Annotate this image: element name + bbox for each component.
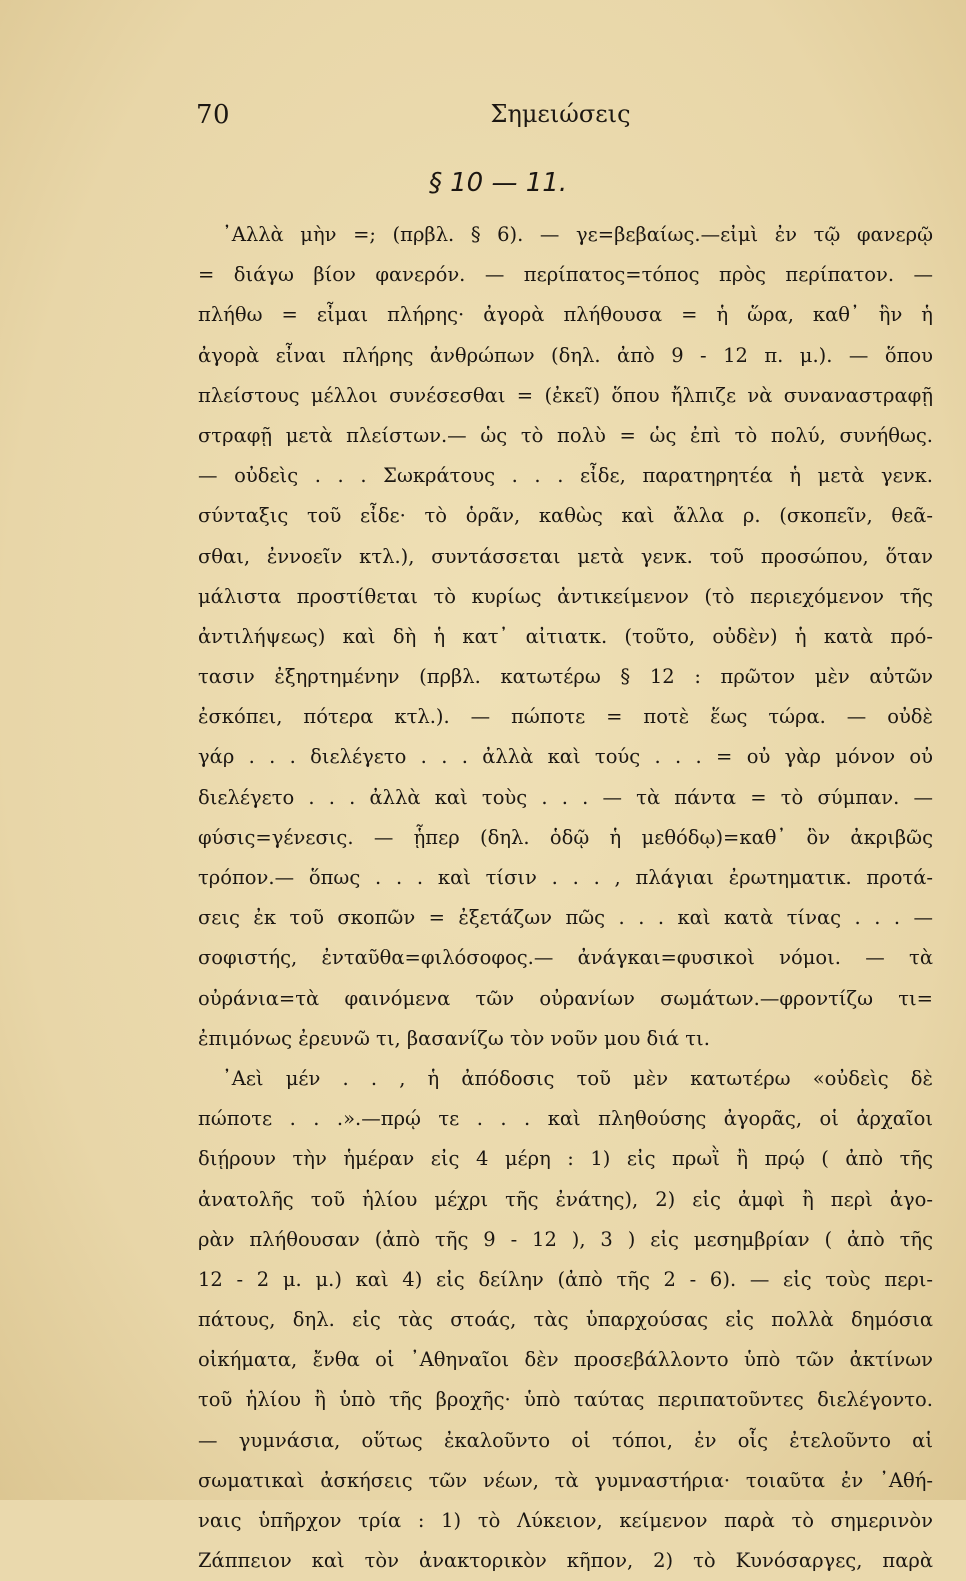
page-number: 70 <box>196 100 231 130</box>
notes-text <box>198 215 933 1581</box>
text-line: ναις ὑπῆρχον τρία : 1) τὸ Λύκειον, κείμενον παρὰ τὸ σημερινὸν <box>198 1509 933 1532</box>
text-line: μάλιστα προστίθεται τὸ κυρίως ἀντικείμενον (τὸ περιεχόμενον τῆς <box>198 584 933 608</box>
text-line: ἐπιμόνως ἐρευνῶ τι, βασανίζω τὸν νοῦν μου διά τι. <box>198 1026 710 1050</box>
text-line: γάρ . . . διελέγετο . . . ἀλλὰ καὶ τούς . . . = οὐ γὰρ μόνον οὐ <box>198 745 933 769</box>
text-line: φύσις=γένεσις. — ᾗπερ (δηλ. ὁδῷ ἡ μεθόδῳ)=καθ᾿ ὃν ἀκριβῶς <box>198 825 933 849</box>
text-line: πλείστους μέλλοι συνέσεσθαι = (ἐκεῖ) ὅπου ἤλπιζε νὰ συναναστραφῇ <box>198 383 933 407</box>
text-line: πλήθω = εἶμαι πλήρης· ἀγορὰ πλήθουσα = ἡ ὥρα, καθ᾿ ἣν ἡ <box>198 303 933 327</box>
text-line: τρόπον.— ὅπως . . . καὶ τίσιν . . . , πλάγιαι ἐρωτηματικ. προτά- <box>198 866 933 889</box>
text-line: πώποτε . . .».—πρῴ τε . . . καὶ πληθούσης ἀγορᾶς, οἱ ἀρχαῖοι <box>198 1107 933 1131</box>
text-line: ἀγορὰ εἶναι πλήρης ἀνθρώπων (δηλ. ἀπὸ 9 - 12 π. μ.). — ὅπου <box>198 343 933 367</box>
running-head: Σημειώσεις <box>490 100 631 128</box>
text-line: σεις ἐκ τοῦ σκοπῶν = ἐξετάζων πῶς . . . καὶ κατὰ τίνας . . . — <box>198 906 933 930</box>
text-line: διῄρουν τὴν ἡμέραν εἰς 4 μέρη : 1) εἰς πρωῒ ἢ πρῴ ( ἀπὸ τῆς <box>198 1147 933 1171</box>
text-line: Ζάππειον καὶ τὸν ἀνακτορικὸν κῆπον, 2) τὸ Κυνόσαργες, παρὰ <box>198 1549 933 1573</box>
text-line: — γυμνάσια, οὕτως ἐκαλοῦντο οἱ τόποι, ἐν οἷς ἐτελοῦντο αἱ <box>198 1428 933 1452</box>
text-line: στραφῇ μετὰ πλείστων.— ὡς τὸ πολὺ = ὡς ἐπὶ τὸ πολύ, συνήθως. <box>198 423 933 447</box>
text-line: ᾿Αλλὰ μὴν =; (πρβλ. § 6). — γε=βεβαίως.—εἰμὶ ἐν τῷ φανερῷ <box>222 223 933 246</box>
section-heading: § 10 — 11. <box>428 168 568 198</box>
text-line: ρὰν πλήθουσαν (ἀπὸ τῆς 9 - 12 ), 3 ) εἰς μεσημβρίαν ( ἀπὸ τῆς <box>198 1227 933 1251</box>
text-line: ἀνατολῆς τοῦ ἡλίου μέχρι τῆς ἐνάτης), 2) εἰς ἀμφὶ ἢ περὶ ἀγο- <box>198 1187 933 1211</box>
text-line: = διάγω βίον φανερόν. — περίπατος=τόπος πρὸς περίπατον. — <box>198 263 933 287</box>
text-line: σύνταξις τοῦ εἶδε· τὸ ὁρᾶν, καθὼς καὶ ἄλλα ρ. (σκοπεῖν, θεᾶ- <box>198 504 933 528</box>
text-line: 12 - 2 μ. μ.) καὶ 4) εἰς δείλην (ἀπὸ τῆς 2 - 6). — εἰς τοὺς περι- <box>198 1267 933 1291</box>
text-line: διελέγετο . . . ἀλλὰ καὶ τοὺς . . . — τὰ πάντα = τὸ σύμπαν. — <box>198 785 933 809</box>
text-line: ἐσκόπει, πότερα κτλ.). — πώποτε = ποτὲ ἕως τώρα. — οὐδὲ <box>198 705 933 729</box>
text-line: οἰκήματα, ἔνθα οἱ ᾿Αθηναῖοι δὲν προσεβάλλοντο ὑπὸ τῶν ἀκτίνων <box>198 1348 933 1372</box>
text-line: — οὐδεὶς . . . Σωκράτους . . . εἶδε, παρατηρητέα ἡ μετὰ γενκ. <box>198 464 933 488</box>
text-line: σωματικαὶ ἀσκήσεις τῶν νέων, τὰ γυμναστήρια· τοιαῦτα ἐν ᾿Αθή- <box>198 1468 933 1492</box>
text-line: τοῦ ἡλίου ἢ ὑπὸ τῆς βροχῆς· ὑπὸ ταύτας περιπατοῦντες διελέγοντο. <box>198 1388 933 1412</box>
text-line: ἀντιλήψεως) καὶ δὴ ἡ κατ᾿ αἰτιατκ. (τοῦτο, οὐδὲν) ἡ κατὰ πρό- <box>198 624 933 648</box>
text-line: ᾿Αεὶ μέν . . , ἡ ἀπόδοσις τοῦ μὲν κατωτέρω «οὐδεὶς δὲ <box>222 1066 933 1090</box>
text-line: οὐράνια=τὰ φαινόμενα τῶν οὐρανίων σωμάτων.—φροντίζω τι= <box>198 986 933 1010</box>
text-line: πάτους, δηλ. εἰς τὰς στοάς, τὰς ὑπαρχούσας εἰς πολλὰ δημόσια <box>198 1308 933 1332</box>
text-line: σοφιστής, ἐνταῦθα=φιλόσοφος.— ἀνάγκαι=φυσικοὶ νόμοι. — τὰ <box>198 946 933 970</box>
text-line: τασιν ἐξηρτημένην (πρβλ. κατωτέρω § 12 : πρῶτον μὲν αὐτῶν <box>198 665 933 689</box>
text-line: σθαι, ἐννοεῖν κτλ.), συντάσσεται μετὰ γενκ. τοῦ προσώπου, ὅταν <box>198 544 933 568</box>
